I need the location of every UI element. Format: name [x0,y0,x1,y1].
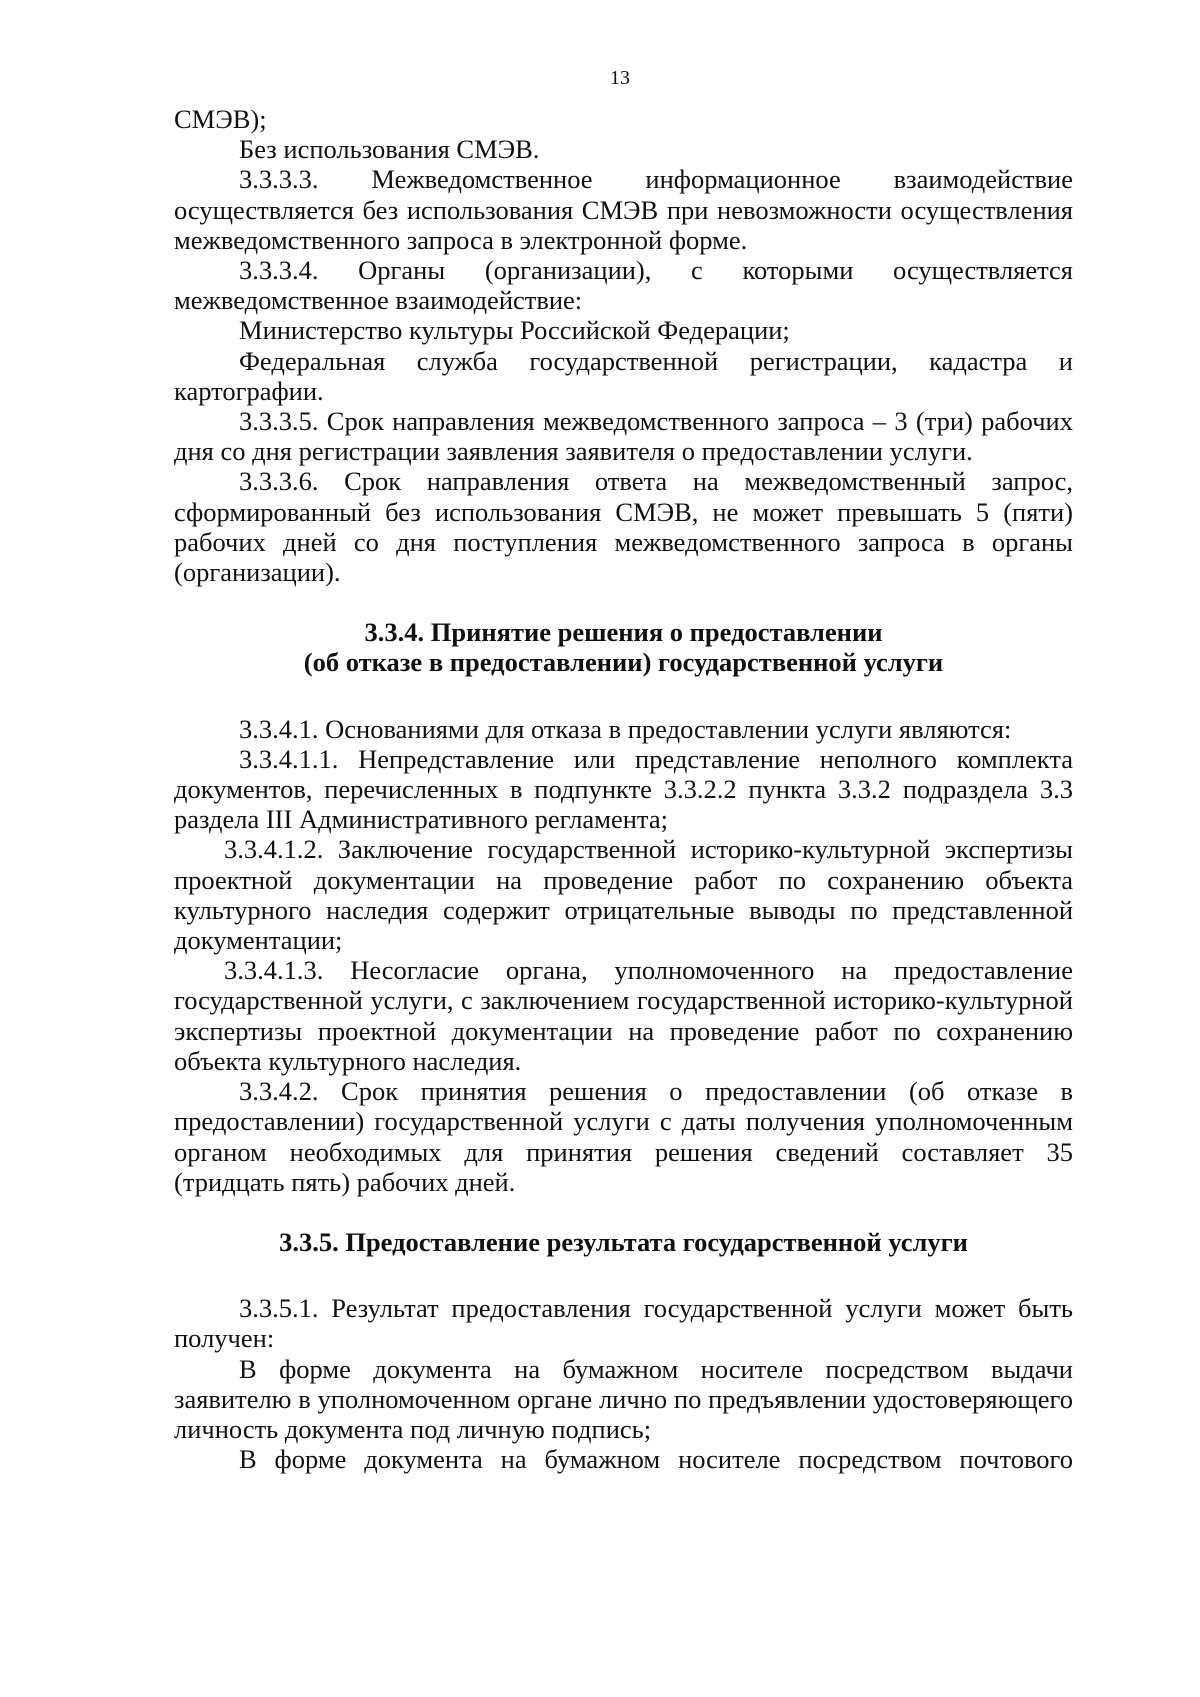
paragraph: Федеральная служба государственной регистрации, кадастра и картографии. [174,345,1073,406]
paragraph: Министерство культуры Российской Федерации; [239,315,790,346]
paragraph: 3.3.3.5. Срок направления межведомственного запроса – 3 (три) рабочих дня со дня регистрации заявления заявителя о предоставлении услуги. [174,406,1073,467]
paragraph: В форме документа на бумажном носителе посредством выдачи заявителю в уполномоченном органе лично по предъявлении удостоверяющего личность документа под личную подпись; [174,1353,1073,1444]
paragraph: 3.3.5.1. Результат предоставления государственной услуги может быть получен: [174,1293,1073,1354]
paragraph: 3.3.4.1.3. Несогласие органа, уполномоченного на предоставление государственной услуги, с заключением государственной историко-культурной экспертизы проектной документации на проведение работ по сохранению объекта культурного наследия. [174,955,1073,1076]
document-body [174,104,1073,1474]
paragraph: 3.3.3.3. Межведомственное информационное взаимодействие осуществляется без использования СМЭВ при невозможности осуществления межведомственного запроса в электронной форме. [174,164,1073,255]
paragraph: 3.3.4.2. Срок принятия решения о предоставлении (об отказе в предоставлении) государственной услуги с даты получения уполномоченным органом необходимых для принятия решения сведений составляет 35 (тридцать пять) рабочих дней. [174,1076,1073,1197]
paragraph: 3.3.3.6. Срок направления ответа на межведомственный запрос, сформированный без использования СМЭВ, не может превышать 5 (пяти) рабочих дней со дня поступления межведомственного запроса в органы (организации). [174,466,1073,588]
paragraph: СМЭВ); [174,104,267,134]
section-heading-line: 3.3.5. Предоставление результата государственной услуги [279,1226,968,1257]
paragraph: В форме документа на бумажном носителе посредством почтового [239,1444,1073,1475]
section-heading-line: 3.3.4. Принятие решения о предоставлении [364,617,883,648]
section-heading [174,1227,1073,1257]
page-number: 13 [610,67,630,89]
paragraph: 3.3.3.4. Органы (организации), с которыми осуществляется межведомственное взаимодействие: [174,255,1073,316]
paragraph: 3.3.4.1. Основаниями для отказа в предоставлении услуги являются: [239,713,1012,744]
section-heading-line: (об отказе в предоставлении) государственной услуги [303,647,944,678]
paragraph: 3.3.4.1.1. Непредставление или представление неполного комплекта документов, перечисленных в подпункте 3.3.2.2 пункта 3.3.2 подраздела 3.3 раздела III Административного регламента; [174,743,1073,835]
paragraph: Без использования СМЭВ. [239,134,540,165]
paragraph: 3.3.4.1.2. Заключение государственной историко-культурной экспертизы проектной документации на проведение работ по сохранению объекта культурного наследия содержит отрицательные выводы по представленной документации; [174,834,1073,956]
section-heading [174,617,1073,677]
